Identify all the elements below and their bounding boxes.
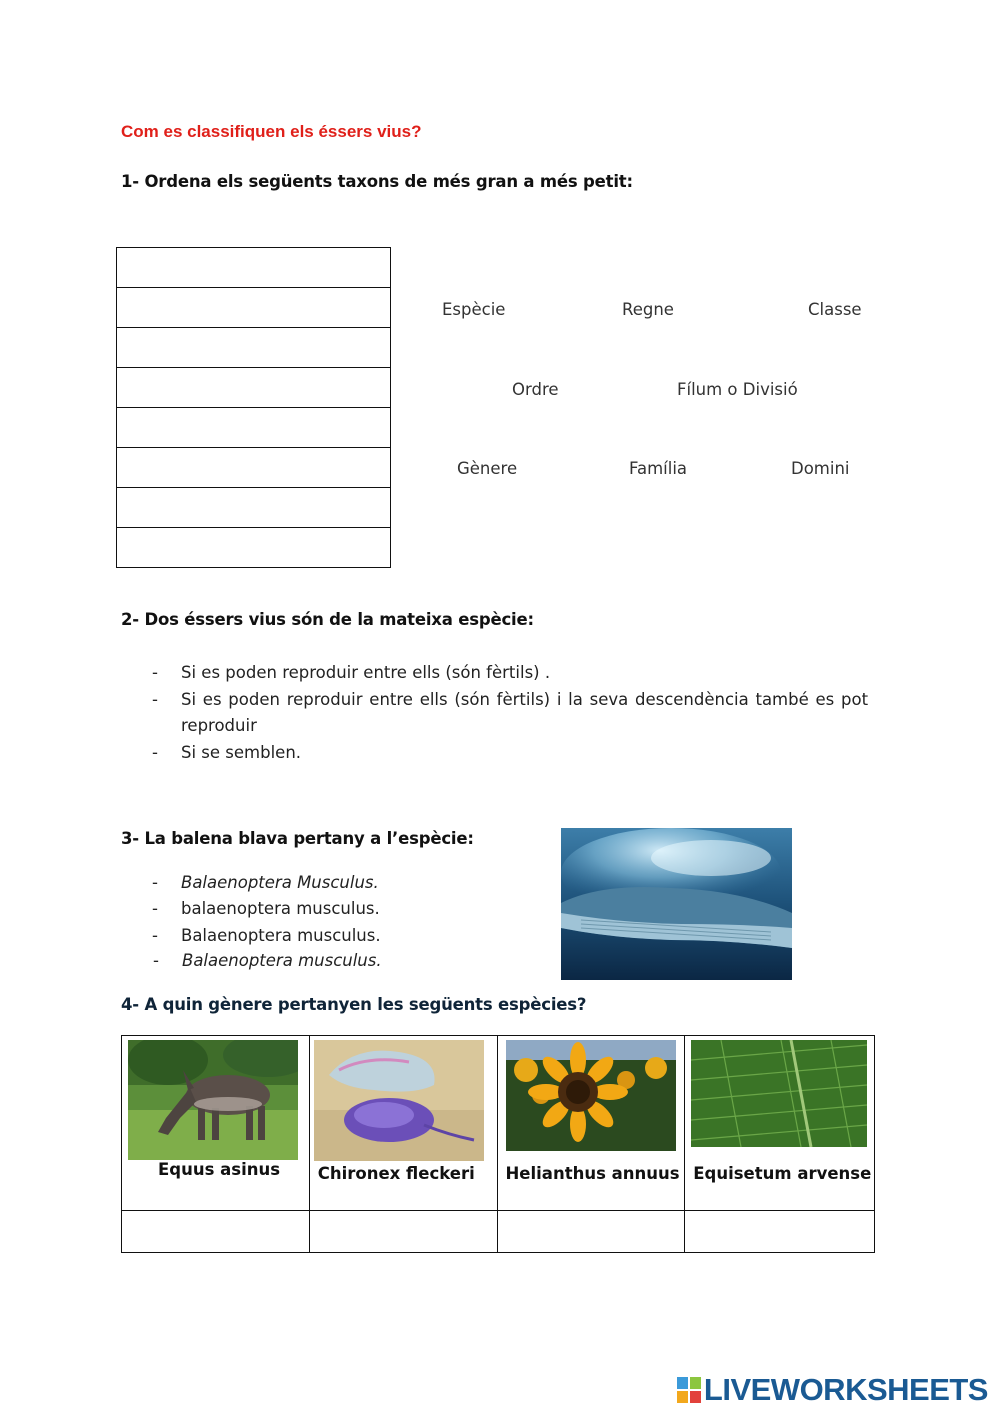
- species-name-4: Equisetum arvense: [693, 1164, 872, 1183]
- answer-slot-4[interactable]: [117, 368, 391, 408]
- donkey-image: [128, 1040, 298, 1160]
- list-dash: -: [152, 690, 158, 709]
- answer-slot-6[interactable]: [117, 448, 391, 488]
- species-cell-donkey: [122, 1036, 310, 1211]
- word-domini[interactable]: Domini: [791, 459, 850, 478]
- word-especie[interactable]: Espècie: [442, 300, 506, 319]
- taxon-order-table: [116, 247, 391, 568]
- word-genere[interactable]: Gènere: [457, 459, 518, 478]
- option-text: Si es poden reproduir entre ells (són fèrtils) .: [181, 663, 551, 682]
- list-dash: -: [152, 899, 158, 918]
- species-cell-horsetail: [685, 1036, 875, 1211]
- question-3: 3- La balena blava pertany a l’espècie:: [121, 829, 474, 848]
- jellyfish-image: [314, 1040, 484, 1161]
- list-dash: -: [153, 951, 159, 970]
- list-dash: -: [152, 743, 158, 762]
- word-regne[interactable]: Regne: [622, 300, 674, 319]
- word-familia[interactable]: Família: [629, 459, 688, 478]
- species-cell-jellyfish: [309, 1036, 497, 1211]
- species-name-1: Equus asinus: [158, 1160, 281, 1179]
- brand-name: LIVEWORKSHEETS: [703, 1372, 988, 1407]
- list-dash: -: [152, 663, 158, 682]
- liveworksheets-mark-icon: [677, 1377, 701, 1403]
- option-text: Si se semblen.: [181, 743, 302, 762]
- word-classe[interactable]: Classe: [808, 300, 862, 319]
- page-title: Com es classifiquen els éssers vius?: [121, 122, 422, 141]
- answer-slot-5[interactable]: [117, 408, 391, 448]
- word-ordre[interactable]: Ordre: [512, 380, 559, 399]
- answer-slot-8[interactable]: [117, 528, 391, 568]
- species-table: [121, 1035, 875, 1253]
- liveworksheets-logo: [677, 1374, 988, 1406]
- answer-genus-1[interactable]: [122, 1211, 310, 1253]
- question-4: 4- A quin gènere pertanyen les següents espècies?: [121, 995, 587, 1014]
- blue-whale-image: [561, 828, 792, 980]
- list-dash: -: [152, 926, 158, 945]
- answer-genus-3[interactable]: [497, 1211, 685, 1253]
- horsetail-image: [691, 1040, 867, 1147]
- answer-genus-2[interactable]: [309, 1211, 497, 1253]
- question-1: 1- Ordena els següents taxons de més gran a més petit:: [121, 172, 633, 191]
- option-text: Si es poden reproduir entre ells (són fèrtils) i la seva descendència també es pot: [181, 690, 869, 709]
- answer-slot-2[interactable]: [117, 288, 391, 328]
- option-text: Balaenoptera Musculus.: [181, 873, 379, 892]
- option-text: Balaenoptera musculus.: [181, 926, 381, 945]
- sunflower-image: [506, 1040, 676, 1151]
- answer-slot-3[interactable]: [117, 328, 391, 368]
- option-text: Balaenoptera musculus.: [182, 951, 382, 970]
- answer-slot-7[interactable]: [117, 488, 391, 528]
- answer-genus-4[interactable]: [685, 1211, 875, 1253]
- species-cell-sunflower: [497, 1036, 685, 1211]
- word-filum[interactable]: Fílum o Divisió: [677, 380, 798, 399]
- answer-slot-1[interactable]: [117, 248, 391, 288]
- species-name-3: Helianthus annuus: [505, 1164, 680, 1183]
- species-name-2: Chironex fleckeri: [317, 1164, 475, 1183]
- question-2: 2- Dos éssers vius són de la mateixa espècie:: [121, 610, 534, 629]
- list-dash: -: [152, 873, 158, 892]
- option-text: balaenoptera musculus.: [181, 899, 380, 918]
- option-text-continued: reproduir: [181, 716, 257, 735]
